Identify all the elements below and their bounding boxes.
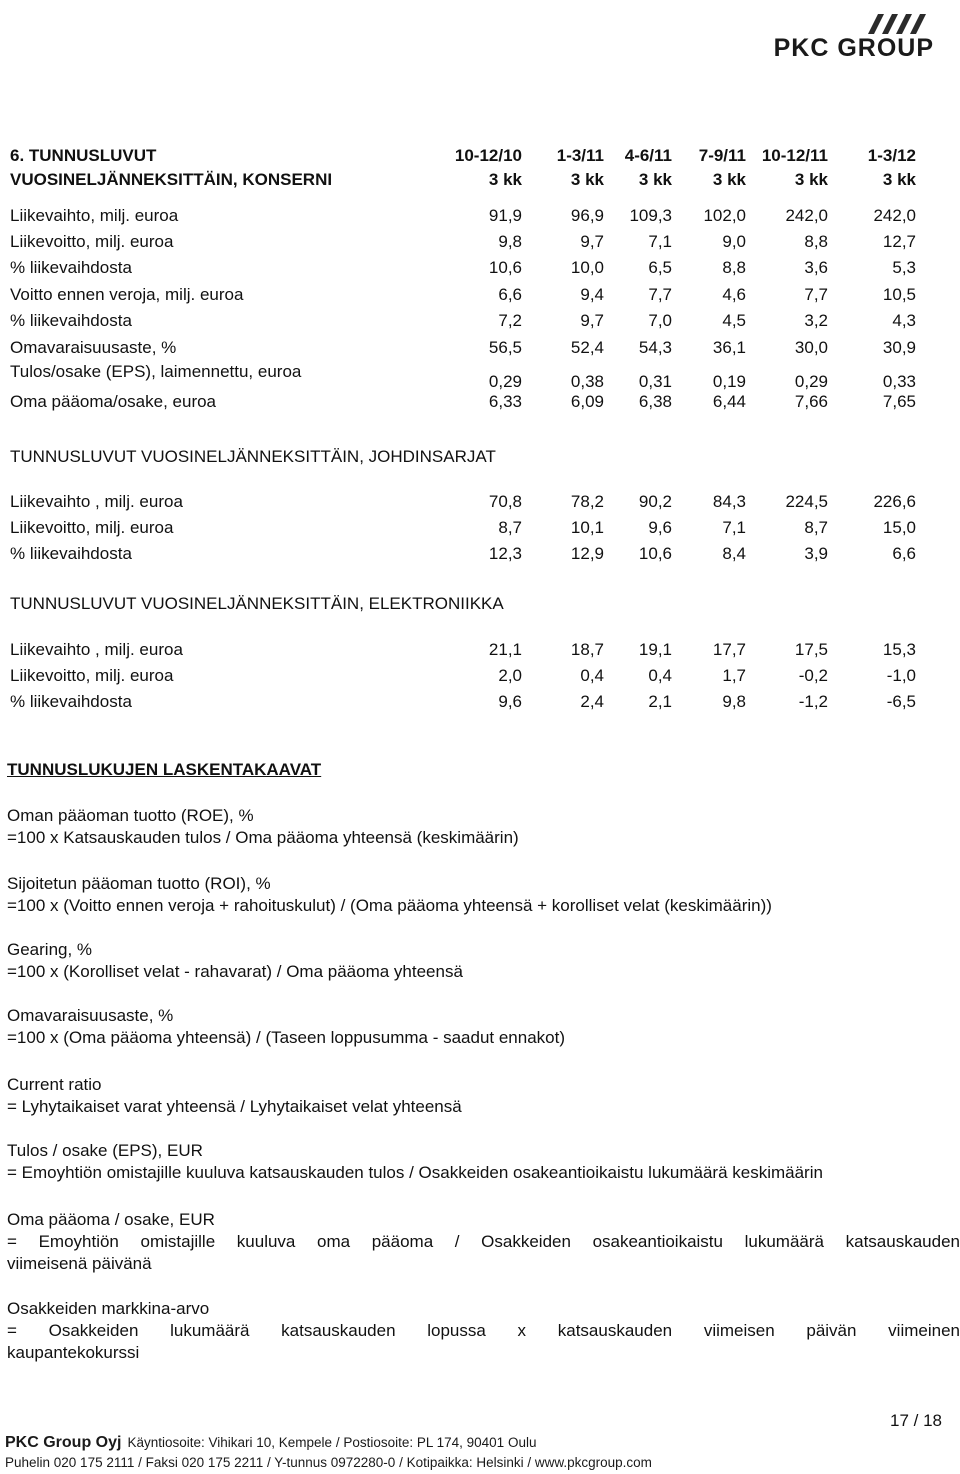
main-table-subtitle: VUOSINELJÄNNEKSITTÄIN, KONSERNI	[10, 170, 333, 189]
table-cell: 9,7	[580, 232, 604, 251]
table-cell: 8,4	[722, 544, 746, 563]
formula-expression: =100 x (Oma pääoma yhteensä) / (Taseen loppusumma - saadut ennakot)	[7, 1028, 566, 1047]
table-cell: 7,1	[648, 232, 672, 251]
formula-expression: =100 x (Korolliset velat - rahavarat) / Oma pääoma yhteensä	[7, 962, 463, 981]
table-cell: 7,2	[498, 311, 522, 330]
table-row	[10, 544, 916, 568]
table-cell: 102,0	[703, 206, 746, 225]
formula-title: Gearing, %	[7, 940, 93, 959]
table-cell: 9,7	[580, 311, 604, 330]
main-table-title: 6. TUNNUSLUVUT	[10, 146, 157, 165]
table-cell: -6,5	[886, 692, 916, 711]
formula-expression: kaupantekokurssi	[7, 1343, 140, 1362]
period-unit: 3 kk	[488, 170, 522, 189]
table-cell: 12,7	[882, 232, 916, 251]
formula-expression: = Emoyhtiön omistajille kuuluva oma pääoma / Osakkeiden osakeantioikaistu lukumäärä katsauskauden	[7, 1232, 960, 1251]
period-unit: 3 kk	[712, 170, 746, 189]
row-label: Omavaraisuusaste, %	[10, 338, 177, 357]
table-cell: 9,8	[722, 692, 746, 711]
table-cell: 6,33	[488, 392, 522, 411]
table-cell: 8,7	[804, 518, 828, 537]
row-label: Tulos/osake (EPS), laimennettu, euroa	[10, 362, 302, 381]
row-label: Liikevaihto, milj. euroa	[10, 206, 179, 225]
table-cell: 9,8	[498, 232, 522, 251]
table-cell: 10,0	[570, 258, 604, 277]
electronics-section-title: TUNNUSLUVUT VUOSINELJÄNNEKSITTÄIN, ELEKTRONIIKKA	[10, 594, 504, 613]
formula-title: Oma pääoma / osake, EUR	[7, 1210, 215, 1229]
table-cell: 6,6	[498, 285, 522, 304]
period-unit: 3 kk	[882, 170, 916, 189]
formula-title: Omavaraisuusaste, %	[7, 1006, 174, 1025]
table-row	[10, 311, 916, 335]
table-cell: 5,3	[892, 258, 916, 277]
row-label: Liikevoitto, milj. euroa	[10, 232, 174, 251]
page-number: 17 / 18	[890, 1411, 942, 1430]
table-cell: 8,8	[722, 258, 746, 277]
period-header: 1-3/12	[867, 146, 916, 165]
table-cell: 9,6	[498, 692, 522, 711]
table-cell: 3,6	[804, 258, 828, 277]
table-row	[10, 640, 916, 664]
table-cell: 7,7	[648, 285, 672, 304]
table-cell: 21,1	[488, 640, 522, 659]
formula-title: Sijoitetun pääoman tuotto (ROI), %	[7, 874, 271, 893]
table-cell: 0,33	[882, 372, 916, 391]
table-cell: 91,9	[488, 206, 522, 225]
row-label: Liikevoitto, milj. euroa	[10, 666, 174, 685]
row-label: Liikevoitto, milj. euroa	[10, 518, 174, 537]
table-cell: 12,9	[570, 544, 604, 563]
period-unit: 3 kk	[570, 170, 604, 189]
table-row	[10, 338, 916, 362]
table-cell: 7,1	[722, 518, 746, 537]
formulas-heading: TUNNUSLUKUJEN LASKENTAKAAVAT	[7, 760, 322, 779]
row-label: % liikevaihdosta	[10, 544, 132, 563]
table-cell: 0,4	[580, 666, 604, 685]
table-cell: 15,0	[882, 518, 916, 537]
footer-line2: Puhelin 020 175 2111 / Faksi 020 175 2211 / Y-tunnus 0972280-0 / Kotipaikka: Helsinki / www.pkcgroup.com	[5, 1455, 652, 1470]
table-cell: 7,7	[804, 285, 828, 304]
table-cell: 2,1	[648, 692, 672, 711]
table-cell: -1,2	[798, 692, 828, 711]
table-row	[10, 362, 916, 391]
formula-expression: =100 x (Voitto ennen veroja + rahoituskulut) / (Oma pääoma yhteensä + korolliset velat (keskimäärin))	[7, 896, 772, 915]
logo-text: PKC GROUP	[773, 34, 934, 62]
table-cell: 30,9	[882, 338, 916, 357]
logo-stripes-icon	[864, 10, 934, 36]
table-cell: 10,1	[570, 518, 604, 537]
table-row	[10, 258, 916, 282]
period-unit: 3 kk	[638, 170, 672, 189]
row-label: Oma pääoma/osake, euroa	[10, 392, 217, 411]
table-cell: 19,1	[638, 640, 672, 659]
table-cell: 10,5	[882, 285, 916, 304]
table-row	[10, 518, 916, 542]
table-cell: 2,0	[498, 666, 522, 685]
formula-expression: = Lyhytaikaiset varat yhteensä / Lyhytaikaiset velat yhteensä	[7, 1097, 462, 1116]
table-cell: 96,9	[570, 206, 604, 225]
table-cell: 224,5	[785, 492, 828, 511]
table-cell: 3,9	[804, 544, 828, 563]
table-cell: 15,3	[882, 640, 916, 659]
wiring-section-title: TUNNUSLUVUT VUOSINELJÄNNEKSITTÄIN, JOHDINSARJAT	[10, 447, 496, 466]
table-cell: 1,7	[722, 666, 746, 685]
period-header: 4-6/11	[624, 146, 672, 165]
table-cell: 0,29	[488, 372, 522, 391]
table-cell: -1,0	[886, 666, 916, 685]
row-label: % liikevaihdosta	[10, 311, 132, 330]
table-cell: 6,44	[712, 392, 746, 411]
table-cell: 7,0	[648, 311, 672, 330]
table-cell: 9,0	[722, 232, 746, 251]
table-cell: 109,3	[629, 206, 672, 225]
row-label: Liikevaihto , milj. euroa	[10, 640, 183, 659]
table-cell: 8,8	[804, 232, 828, 251]
table-row	[10, 285, 916, 309]
table-row	[10, 666, 916, 690]
footer-address: Käyntiosoite: Vihikari 10, Kempele / Postiosoite: PL 174, 90401 Oulu	[127, 1435, 537, 1450]
formula-title: Osakkeiden markkina-arvo	[7, 1299, 210, 1318]
period-header: 10-12/11	[761, 146, 828, 165]
table-cell: 4,3	[892, 311, 916, 330]
table-cell: 70,8	[488, 492, 522, 511]
table-cell: 10,6	[638, 544, 672, 563]
table-cell: 0,38	[570, 372, 604, 391]
row-label: Liikevaihto , milj. euroa	[10, 492, 183, 511]
table-cell: 6,09	[570, 392, 604, 411]
table-cell: 2,4	[580, 692, 604, 711]
table-cell: 9,4	[580, 285, 604, 304]
table-row	[10, 232, 916, 256]
table-cell: 226,6	[873, 492, 916, 511]
table-row	[10, 692, 916, 716]
row-label: % liikevaihdosta	[10, 258, 132, 277]
table-cell: 78,2	[570, 492, 604, 511]
formula-expression: = Emoyhtiön omistajille kuuluva katsauskauden tulos / Osakkeiden osakeantioikaistu lukumäärä keskimäärin	[7, 1163, 823, 1182]
table-cell: 90,2	[638, 492, 672, 511]
table-cell: 0,31	[638, 372, 672, 391]
table-cell: 54,3	[638, 338, 672, 357]
period-header: 10-12/10	[454, 146, 522, 165]
table-cell: 4,6	[722, 285, 746, 304]
table-row	[10, 392, 916, 416]
formula-expression: = Osakkeiden lukumäärä katsauskauden lopussa x katsauskauden viimeisen päivän viimeinen	[7, 1321, 960, 1340]
table-cell: 8,7	[498, 518, 522, 537]
period-unit: 3 kk	[794, 170, 828, 189]
table-cell: 0,29	[794, 372, 828, 391]
table-cell: 4,5	[722, 311, 746, 330]
table-cell: 6,6	[892, 544, 916, 563]
footer-line1	[5, 1434, 536, 1452]
table-row	[10, 492, 916, 516]
table-cell: 3,2	[804, 311, 828, 330]
table-cell: 36,1	[712, 338, 746, 357]
formula-title: Oman pääoman tuotto (ROE), %	[7, 806, 254, 825]
period-header: 7-9/11	[698, 146, 746, 165]
formula-expression: viimeisenä päivänä	[7, 1254, 152, 1273]
table-cell: 12,3	[488, 544, 522, 563]
table-cell: -0,2	[798, 666, 828, 685]
table-cell: 17,5	[794, 640, 828, 659]
company-logo	[662, 8, 942, 62]
main-table-header-row1	[10, 146, 916, 170]
table-cell: 7,65	[882, 392, 916, 411]
table-cell: 10,6	[488, 258, 522, 277]
table-cell: 84,3	[712, 492, 746, 511]
table-cell: 6,5	[648, 258, 672, 277]
formula-expression: =100 x Katsauskauden tulos / Oma pääoma yhteensä (keskimäärin)	[7, 828, 519, 847]
formula-title: Current ratio	[7, 1075, 102, 1094]
table-cell: 242,0	[873, 206, 916, 225]
row-label: % liikevaihdosta	[10, 692, 132, 711]
table-cell: 56,5	[488, 338, 522, 357]
footer-brand: PKC Group Oyj	[5, 1434, 122, 1451]
table-cell: 52,4	[570, 338, 604, 357]
table-row	[10, 206, 916, 230]
table-cell: 0,4	[648, 666, 672, 685]
table-cell: 18,7	[570, 640, 604, 659]
table-cell: 6,38	[638, 392, 672, 411]
table-cell: 242,0	[785, 206, 828, 225]
row-label: Voitto ennen veroja, milj. euroa	[10, 285, 244, 304]
formula-title: Tulos / osake (EPS), EUR	[7, 1141, 203, 1160]
period-header: 1-3/11	[556, 146, 604, 165]
table-cell: 30,0	[794, 338, 828, 357]
table-cell: 17,7	[712, 640, 746, 659]
table-cell: 7,66	[794, 392, 828, 411]
main-table-header-row2	[10, 170, 916, 194]
table-cell: 0,19	[712, 372, 746, 391]
table-cell: 9,6	[648, 518, 672, 537]
